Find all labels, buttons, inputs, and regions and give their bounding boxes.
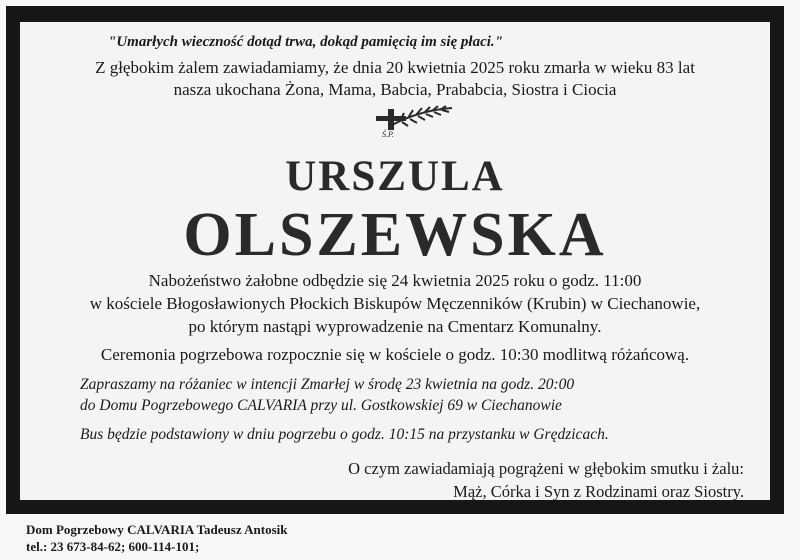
funeral-home-name: Dom Pogrzebowy CALVARIA Tadeusz Antosik: [26, 522, 288, 537]
service-line-4: Ceremonia pogrzebowa rozpocznie się w kościele o godz. 10:30 modlitwą różańcową.: [100, 345, 690, 364]
closing-line-1: O czym zawiadamiają pogrążeni w głębokim smutku i żalu:: [348, 459, 744, 478]
closing-line-2: Mąż, Córka i Syn z Rodzinami oraz Siostry.: [453, 482, 744, 501]
emblem-label: Ś.P.: [382, 130, 394, 138]
funeral-home-phones: tel.: 23 673-84-62; 600-114-101;: [26, 539, 200, 554]
intro-line-2: nasza ukochana Żona, Mama, Babcia, Prababcia, Siostra i Ciocia: [173, 80, 617, 99]
deceased-first-name: URSZULA: [285, 153, 505, 200]
service-line-1: Nabożeństwo żałobne odbędzie się 24 kwietnia 2025 roku o godz. 11:00: [148, 271, 642, 290]
intro-line-1: Z głębokim żalem zawiadamiamy, że dnia 20 kwietnia 2025 roku zmarła w wieku 83 lat: [95, 58, 695, 77]
bus-info: Bus będzie podstawiony w dniu pogrzebu o godz. 10:15 na przystanku w Grędzicach.: [80, 426, 609, 443]
service-line-2: w kościele Błogosławionych Płockich Biskupów Męczenników (Krubin) w Ciechanowie,: [89, 294, 701, 313]
obituary-card: [20, 22, 770, 500]
deceased-last-name: OLSZEWSKA: [183, 201, 607, 269]
rosary-line-2: do Domu Pogrzebowego CALVARIA przy ul. Gostkowskiej 69 w Ciechanowie: [80, 397, 562, 414]
cross-palm-emblem-icon: [360, 104, 456, 138]
rosary-line-1: Zapraszamy na różaniec w intencji Zmarłej w środę 23 kwietnia na godz. 20:00: [80, 376, 575, 393]
obituary-border: [6, 6, 784, 514]
service-line-3: po którym nastąpi wyprowadzenie na Cmentarz Komunalny.: [188, 317, 602, 336]
motto: "Umarłych wieczność dotąd trwa, dokąd pamięcią im się płaci.": [108, 34, 503, 50]
